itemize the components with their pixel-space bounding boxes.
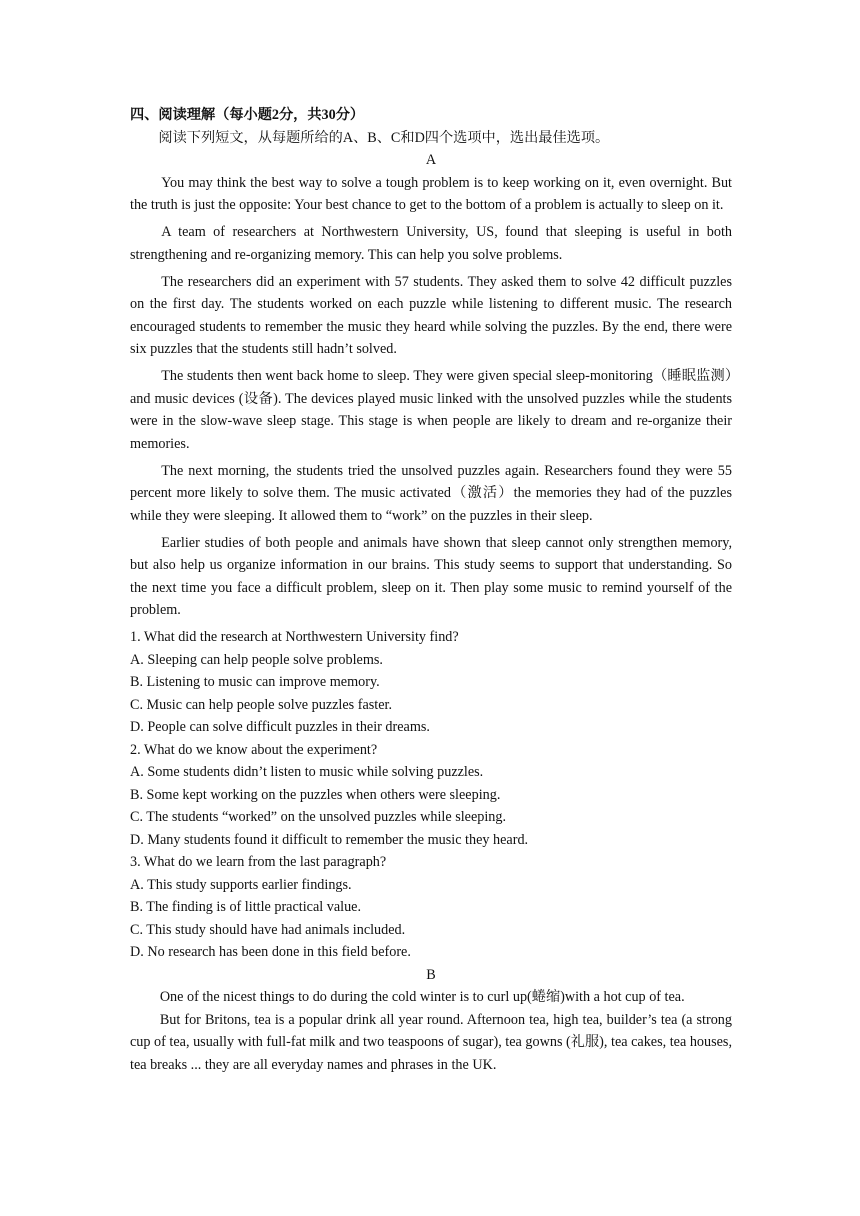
answer-option: C. Music can help people solve puzzles faster. [130, 696, 392, 713]
section-title: 四、阅读理解（每小题2分，共30分） [130, 107, 365, 123]
answer-option: B. The finding is of little practical value. [130, 899, 362, 915]
answer-option: A. Sleeping can help people solve problems. [130, 651, 383, 668]
question-2 [130, 739, 732, 852]
passage-a-paragraph: A team of researchers at Northwestern University, US, found that sleeping is useful in both strengthening and re-organizing memory. This can help you solve problems. [130, 224, 732, 263]
question-3 [130, 851, 732, 964]
answer-option: D. No research has been done in this field before. [130, 944, 411, 960]
answer-option: A. This study supports earlier findings. [130, 876, 352, 893]
passage-b-label: B [426, 966, 436, 983]
passage-a-paragraph: The students then went back home to sleep. They were given special sleep-monitoring（睡眠监测）and music devices (设备). The devices played music linked with the unsolved puzzles while the students were in the slow-wave sleep stage. This stage is when people are likely to dream and re-organize their memories. [130, 368, 732, 452]
passage-a-label: A [425, 152, 437, 168]
passage-b-body [130, 986, 732, 1076]
passage-b-paragraph: But for Britons, tea is a popular drink all year round. Afternoon tea, high tea, builder’s tea (a strong cup of tea, usually with full-fat milk and two teaspoons of sugar), tea gowns (礼服), tea cakes, tea houses, tea breaks ... they are all everyday names and phrases in the UK. [130, 1011, 732, 1073]
answer-option: C. This study should have had animals included. [130, 921, 406, 938]
question-1 [130, 626, 732, 739]
passage-b-paragraph: One of the nicest things to do during the cold winter is to curl up(蜷缩)with a hot cup of tea. [159, 989, 685, 1005]
answer-option: D. People can solve difficult puzzles in their dreams. [130, 719, 430, 735]
question-stem: 3. What do we learn from the last paragraph? [130, 854, 387, 870]
passage-a-paragraph: The next morning, the students tried the unsolved puzzles again. Researchers found they were 55 percent more likely to solve them. The music activated（激活）the memories they had of the puzzles while they were sleeping. It allowed them to “work” on the puzzles in their sleep. [130, 462, 732, 524]
section-instruction: 阅读下列短文，从每题所给的A、B、C和D四个选项中，选出最佳选项。 [158, 129, 610, 146]
answer-option: B. Listening to music can improve memory. [130, 674, 380, 690]
passage-a-body [130, 172, 732, 622]
answer-option: D. Many students found it difficult to remember the music they heard. [130, 831, 529, 848]
answer-option: B. Some kept working on the puzzles when others were sleeping. [130, 786, 501, 803]
question-stem: 1. What did the research at Northwestern University find? [130, 629, 459, 645]
answer-option: A. Some students didn’t listen to music while solving puzzles. [130, 764, 484, 780]
exam-page [130, 104, 732, 1076]
passage-a-paragraph: Earlier studies of both people and animals have shown that sleep cannot only strengthen memory, but also help us organize information in our brains. This study seems to support that understanding. So the next time you face a difficult problem, sleep on it. Then play some music to remind yourself of the problem. [130, 534, 732, 618]
passage-a-paragraph: The researchers did an experiment with 57 students. They asked them to solve 42 difficult puzzles on the first day. The students worked on each puzzle while listening to different music. The research encouraged students to remember the music they heard while solving the puzzles. By the end, there were six puzzles that the students still hadn’t solved. [130, 273, 732, 357]
question-stem: 2. What do we know about the experiment? [130, 741, 378, 758]
answer-option: C. The students “worked” on the unsolved puzzles while sleeping. [130, 809, 507, 825]
passage-a-paragraph: You may think the best way to solve a tough problem is to keep working on it, even overnight. But the truth is just the opposite: Your best chance to get to the bottom of a problem is actually to sleep on it. [130, 174, 732, 213]
